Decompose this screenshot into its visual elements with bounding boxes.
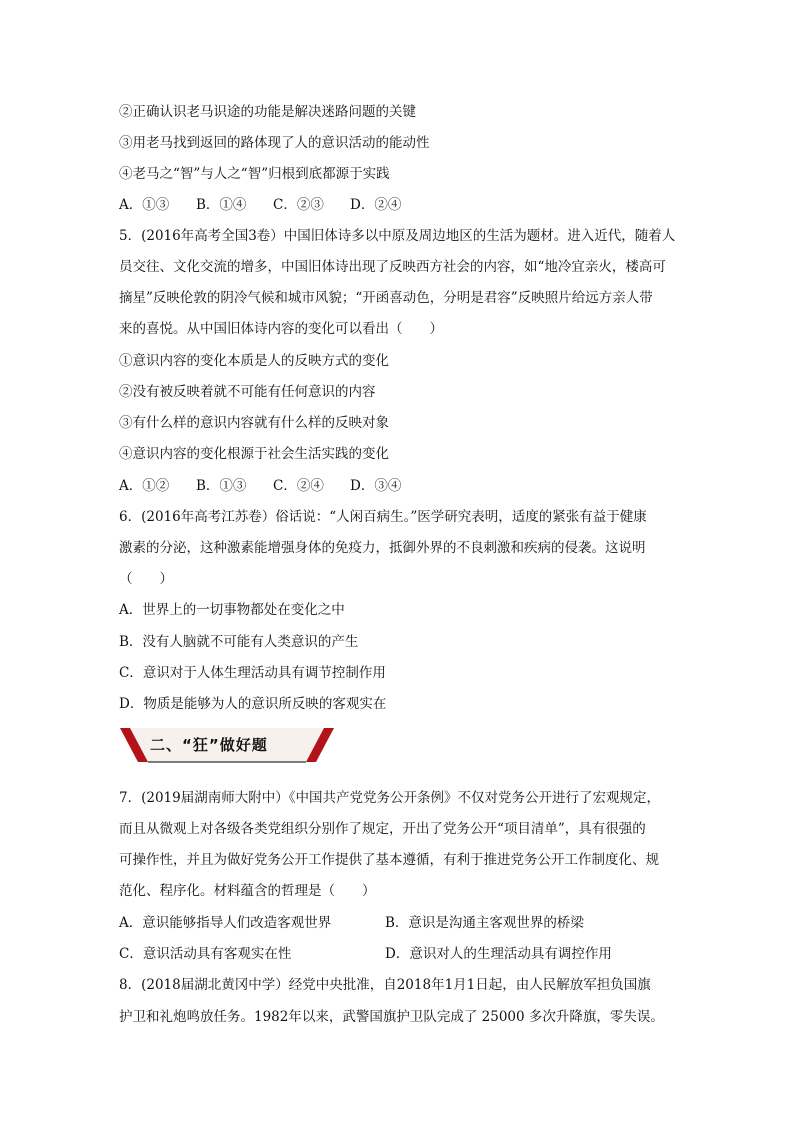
q7-stem-line-2: 而且从微观上对各级各类党组织分别作了规定，开出了党务公开“项目清单”，具有很强的 <box>119 821 646 837</box>
q5-item-2: ②没有被反映着就不可能有任何意识的内容 <box>119 384 376 400</box>
q7-stem-line-1: 7．(2019届湖南师大附中）《中国共产党党务公开条例》不仅对党务公开进行了宏观规定， <box>119 790 660 806</box>
q5-item-3: ③有什么样的意识内容就有什么样的反映对象 <box>119 415 389 431</box>
q5-stem-line-3: 摘星”反映伦敦的阴冷气候和城市风貌；“开函喜动色，分明是君容”反映照片给远方亲人带 <box>119 290 653 306</box>
q4-option-a: A．①③ <box>119 197 170 213</box>
q5-options <box>119 476 427 496</box>
q5-option-d: D．③④ <box>350 478 402 494</box>
q4-item-2: ②正确认识老马识途的功能是解决迷路问题的关键 <box>119 104 416 120</box>
q7-options-row-2 <box>119 944 651 964</box>
q7-option-b: B．意识是沟通主客观世界的桥梁 <box>385 915 584 931</box>
q8-stem-line-1: 8．(2018届湖北黄冈中学）经党中央批准，自2018年1月1日起，由人民解放军担负国旗 <box>119 977 651 993</box>
q4-option-c: C．②③ <box>273 197 324 213</box>
q4-option-d: D．②④ <box>350 197 402 213</box>
q6-stem-line-3: （ ） <box>119 571 173 587</box>
q4-item-3: ③用老马找到返回的路体现了人的意识活动的能动性 <box>119 135 430 151</box>
q4-option-b: B．①④ <box>196 197 247 213</box>
q6-stem-line-1: 6．(2016年高考江苏卷）俗话说：“人闲百病生。”医学研究表明，适度的紧张有益于健康 <box>119 509 647 525</box>
q6-option-b: B．没有人脑就不可能有人类意识的产生 <box>119 634 359 650</box>
q6-option-a: A．世界上的一切事物都处在变化之中 <box>119 602 345 618</box>
q6-option-d: D．物质是能够为人的意识所反映的客观实在 <box>119 696 387 712</box>
q5-option-b: B．①③ <box>196 478 247 494</box>
q5-stem-line-1: 5．(2016年高考全国3卷）中国旧体诗多以中原及周边地区的生活为题材。进入近代，随着人 <box>119 228 676 244</box>
q5-item-1: ①意识内容的变化本质是人的反映方式的变化 <box>119 353 389 369</box>
q5-option-c: C．②④ <box>273 478 324 494</box>
q5-stem-line-2: 员交往、文化交流的增多，中国旧体诗出现了反映西方社会的内容，如“地冷宜亲火，楼高可 <box>119 259 666 275</box>
q5-item-4: ④意识内容的变化根源于社会生活实践的变化 <box>119 446 389 462</box>
section-title: 二、“狂”做好题 <box>150 736 268 754</box>
q7-stem-line-3: 可操作性，并且为做好党务公开工作提供了基本遵循，有利于推进党务公开工作制度化、规 <box>119 852 659 868</box>
q7-stem-line-4: 范化、程序化。材料蕴含的哲理是（ ） <box>119 883 376 899</box>
q7-options-row-1 <box>119 913 651 933</box>
q7-option-c: C．意识活动具有客观实在性 <box>119 946 292 962</box>
q5-option-a: A．①② <box>119 478 170 494</box>
q8-stem-line-2: 护卫和礼炮鸣放任务。1982年以来，武警国旗护卫队完成了 25000 多次升降旗，零失误。 <box>119 1009 664 1025</box>
q4-options <box>119 195 427 215</box>
q6-stem-line-2: 激素的分泌，这种激素能增强身体的免疫力，抵御外界的不良刺激和疾病的侵袭。这说明 <box>119 540 646 556</box>
q7-option-d: D．意识对人的生理活动具有调控作用 <box>385 946 612 962</box>
q7-option-a: A．意识能够指导人们改造客观世界 <box>119 915 332 931</box>
q4-item-4: ④老马之“智”与人之“智”归根到底都源于实践 <box>119 166 390 182</box>
q6-option-c: C．意识对于人体生理活动具有调节控制作用 <box>119 665 386 681</box>
q5-stem-line-4: 来的喜悦。从中国旧体诗内容的变化可以看出（ ） <box>119 321 443 337</box>
